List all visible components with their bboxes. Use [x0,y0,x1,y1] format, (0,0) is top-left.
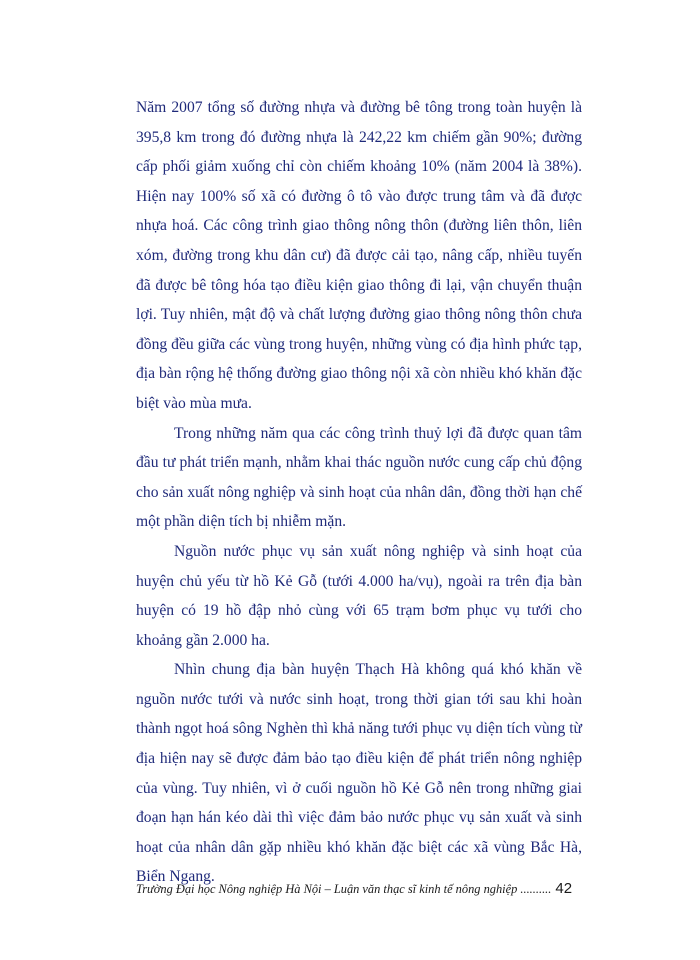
page-footer [136,880,596,898]
body-text [136,93,582,892]
footer-text: Trường Đại học Nông nghiệp Hà Nội – Luận văn thạc sĩ kinh tế nông nghiệp .......... [136,882,552,896]
paragraph-summary: Nhìn chung địa bàn huyện Thạch Hà không quá khó khăn về nguồn nước tưới và nước sinh hoạt, trong thời gian tới sau khi hoàn thành ngọt hoá sông Nghèn thì khả năng tưới phục vụ diện tích vùng từ địa hiện nay sẽ được đảm bảo tạo điều kiện để phát triển nông nghiệp của vùng. Tuy nhiên, vì ở cuối nguồn hồ Kẻ Gỗ nên trong những giai đoạn hạn hán kéo dài thì việc đảm bảo nước phục vụ sản xuất và sinh hoạt của nhân dân gặp nhiều khó khăn đặc biệt các xã vùng Bắc Hà, Biển Ngang. [136,661,582,886]
paragraph-water-source: Nguồn nước phục vụ sản xuất nông nghiệp và sinh hoạt của huyện chủ yếu từ hồ Kẻ Gỗ (tưới 4.000 ha/vụ), ngoài ra trên địa bàn huyện có 19 hồ đập nhỏ cùng với 65 trạm bơm phục vụ tưới cho khoảng gần 2.000 ha. [136,542,582,649]
page-number: 42 [555,880,573,897]
paragraph-roads: Năm 2007 tổng số đường nhựa và đường bê tông trong toàn huyện là 395,8 km trong đó đường nhựa là 242,22 km chiếm gần 90%; đường cấp phối giảm xuống chỉ còn chiếm khoảng 10% (năm 2004 là 38%). Hiện nay 100% số xã có đường ô tô vào được trung tâm và đã được nhựa hoá. Các công trình giao thông nông thôn (đường liên thôn, liên xóm, đường trong khu dân cư) đã được cải tạo, nâng cấp, nhiều tuyến đã được bê tông hóa tạo điều kiện giao thông đi lại, vận chuyển thuận lợi. Tuy nhiên, mật độ và chất lượng đường giao thông nông thôn chưa đồng đều giữa các vùng trong huyện, những vùng có địa hình phức tạp, địa bàn rộng hệ thống đường giao thông nội xã còn nhiều khó khăn đặc biệt vào mùa mưa. [136,99,582,412]
paragraph-irrigation: Trong những năm qua các công trình thuỷ lợi đã được quan tâm đầu tư phát triển mạnh, nhằm khai thác nguồn nước cung cấp chủ động cho sản xuất nông nghiệp và sinh hoạt của nhân dân, đồng thời hạn chế một phần diện tích bị nhiễm mặn. [136,424,582,531]
